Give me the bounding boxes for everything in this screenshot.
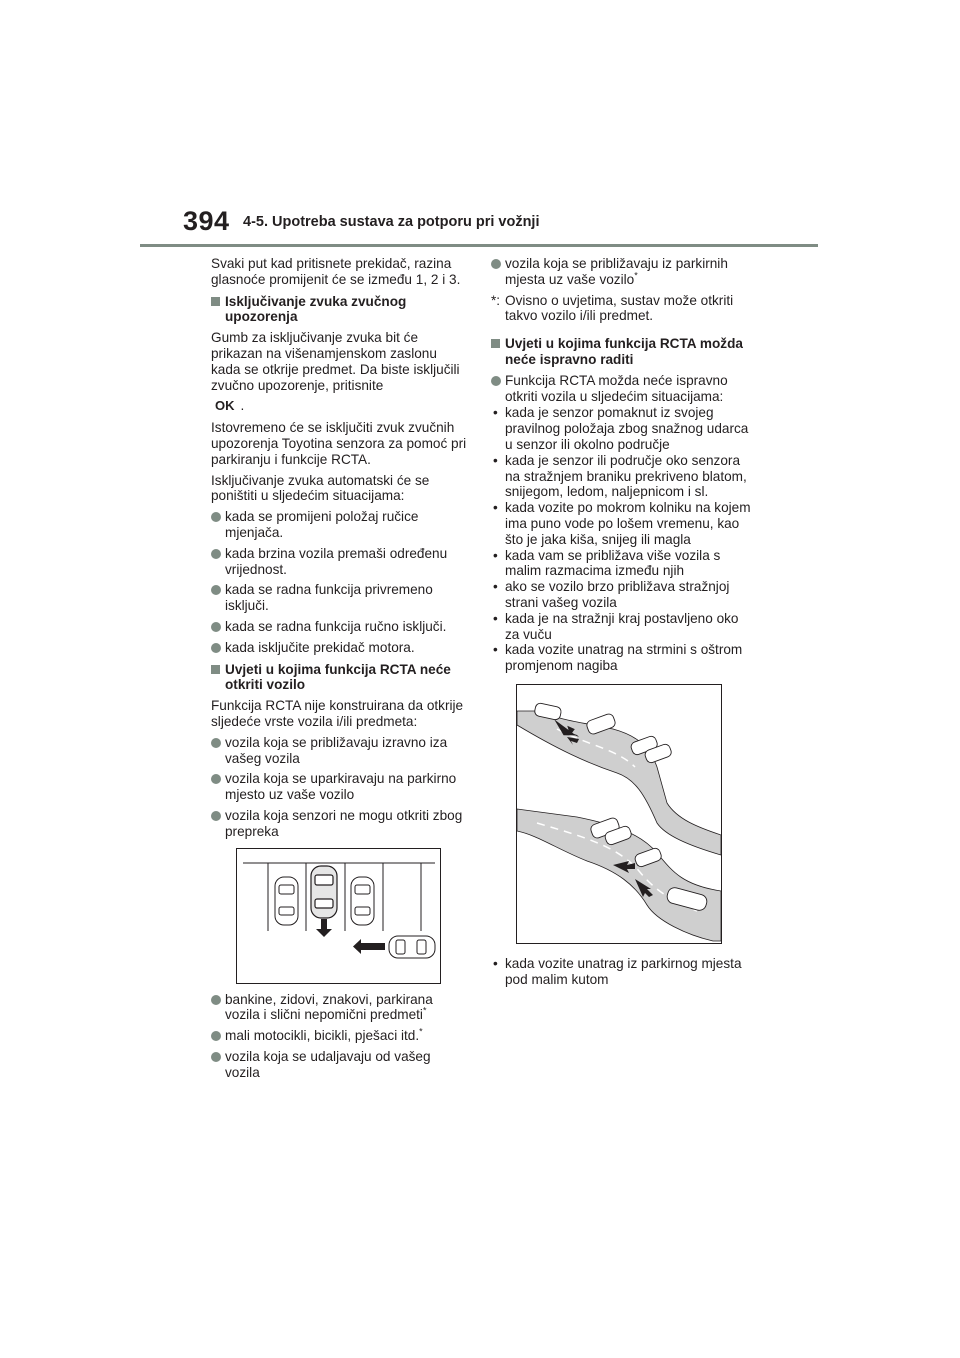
list-item: vozila koja se približavaju izravno iza vašeg vozila [211,735,469,767]
heading-not-detect [211,662,469,694]
parking-lot-illustration [236,848,441,984]
list-item: kada brzina vozila premaši određenu vrijednost. [211,546,469,578]
list-item: • kada vam se približava više vozila s malim razmacima između njih [493,547,721,579]
square-bullet-icon [211,665,220,674]
square-bullet-icon [491,339,500,348]
bullet-dot-icon [211,622,221,632]
right-column [491,256,756,988]
list-item: Funkcija RCTA možda neće ispravno otkriti vozila u sljedećim situacijama: [491,373,756,405]
header-divider [140,244,818,247]
parked-car-icon [351,877,374,925]
heading-may-not-work [491,336,756,368]
ok-button-line [211,398,469,414]
bullet-dot-icon [491,259,501,269]
list-item: mali motocikli, bicikli, pješaci itd.* [211,1028,469,1044]
bullet-dot-icon [211,774,221,784]
crossing-car-icon [389,936,435,958]
situation-list [491,405,756,674]
bullet-dot-icon [211,643,221,653]
list-item: vozila koja senzori ne mogu otkriti zbog prepreka [211,808,469,840]
auto-cancel-paragraph: Isključivanje zvuka automatski će se poništiti u sljedećim situacijama: [211,472,430,504]
footnote [491,293,756,325]
bullet-dot-icon [211,738,221,748]
left-column [211,256,469,1085]
list-item: kada se promijeni položaj ručice mjenjača. [211,509,469,541]
cancel-list [211,509,469,655]
heading-text: Uvjeti u kojima funkcija RCTA neće otkriti vozilo [225,661,451,693]
intro-paragraph: Svaki put kad pritisnete prekidač, razina glasnoće promijenit će se između 1, 2 i 3. [211,256,461,287]
mute-paragraph: Gumb za isključivanje zvuka bit će prikazan na višenamjenskom zaslonu kada se otkrije predmet. Da biste isključili zvučno upozorenje, pritisnite [211,330,460,393]
list-item: • kada vozite unatrag iz parkirnog mjesta pod malim kutom [493,955,742,987]
heading-text: Isključivanje zvuka zvučnog upozorenja [225,293,407,325]
heading-mute-warning [211,294,469,326]
list-item: • kada je senzor ili područje oko senzora na stražnjem braniku prekriveno blatom, snijegom, ledom, naljepnicom i sl. [493,452,747,500]
square-bullet-icon [211,297,220,306]
bullet-dot-icon [491,376,501,386]
bullet-dot-icon [211,585,221,595]
footnote-mark: *: [491,292,501,308]
not-detect-paragraph: Funkcija RCTA nije konstruirana da otkrije sljedeće vrste vozila i/ili predmeta: [211,698,464,729]
slope-illustration [516,684,722,944]
list-item: vozila koja se udaljavaju od vašeg vozila [211,1049,469,1081]
list-item: • kada je senzor pomaknut iz svojeg pravilnog položaja zbog snažnog udarca u senzor ili okolno područje [493,405,749,452]
down-arrow-icon [316,919,332,937]
left-arrow-icon [353,939,385,954]
bullet-dot-icon [211,512,221,522]
list-item: kada se radna funkcija privremeno isključi. [211,582,469,614]
section-title: 4-5. Upotreba sustava za potporu pri vožnji [243,214,540,230]
own-car-icon [311,866,337,918]
bullet-dot-icon [211,811,221,821]
page-number: 394 [183,206,230,236]
heading-text: Uvjeti u kojima funkcija RCTA možda neće ispravno raditi [505,336,743,367]
list-item: • kada je na stražnji kraj postavljeno oko za vuču [493,610,739,642]
bullet-dot-icon [211,995,221,1005]
simultaneous-paragraph: Istovremeno će se isključiti zvuk zvučnih upozorenja Toyotina senzora za pomoć pri parkiranju i funkcije RCTA. [211,420,467,467]
list-item: kada isključite prekidač motora. [211,640,469,656]
list-item: vozila koja se uparkiravaju na parkirno mjesto uz vaše vozilo [211,771,469,803]
list-item: • kada vozite unatrag na strmini s oštrom promjenom nagiba [493,642,743,674]
list-item: • kada vozite po mokrom kolniku na kojem ima puno vode po lošem vremenu, kao što je jaka kiša, snijeg ili magla [493,500,751,547]
list-item: vozila koja se približavaju iz parkirnih mjesta uz vaše vozilo* [491,256,756,288]
list-item: • ako se vozilo brzo približava stražnjoj strani vašeg vozila [493,579,730,610]
parked-car-icon [275,877,298,925]
bullet-dot-icon [211,549,221,559]
ok-suffix: . [240,398,245,414]
ok-button-symbol: OK [215,398,235,414]
list-item: kada se radna funkcija ručno isključi. [211,619,469,635]
bullet-dot-icon [211,1031,221,1041]
bullet-dot-icon [211,1052,221,1062]
footnote-text: Ovisno o uvjetima, sustav može otkriti takvo vozilo i/ili predmet. [505,292,734,324]
list-item: bankine, zidovi, znakovi, parkirana vozila i slični nepomični predmeti* [211,992,469,1024]
